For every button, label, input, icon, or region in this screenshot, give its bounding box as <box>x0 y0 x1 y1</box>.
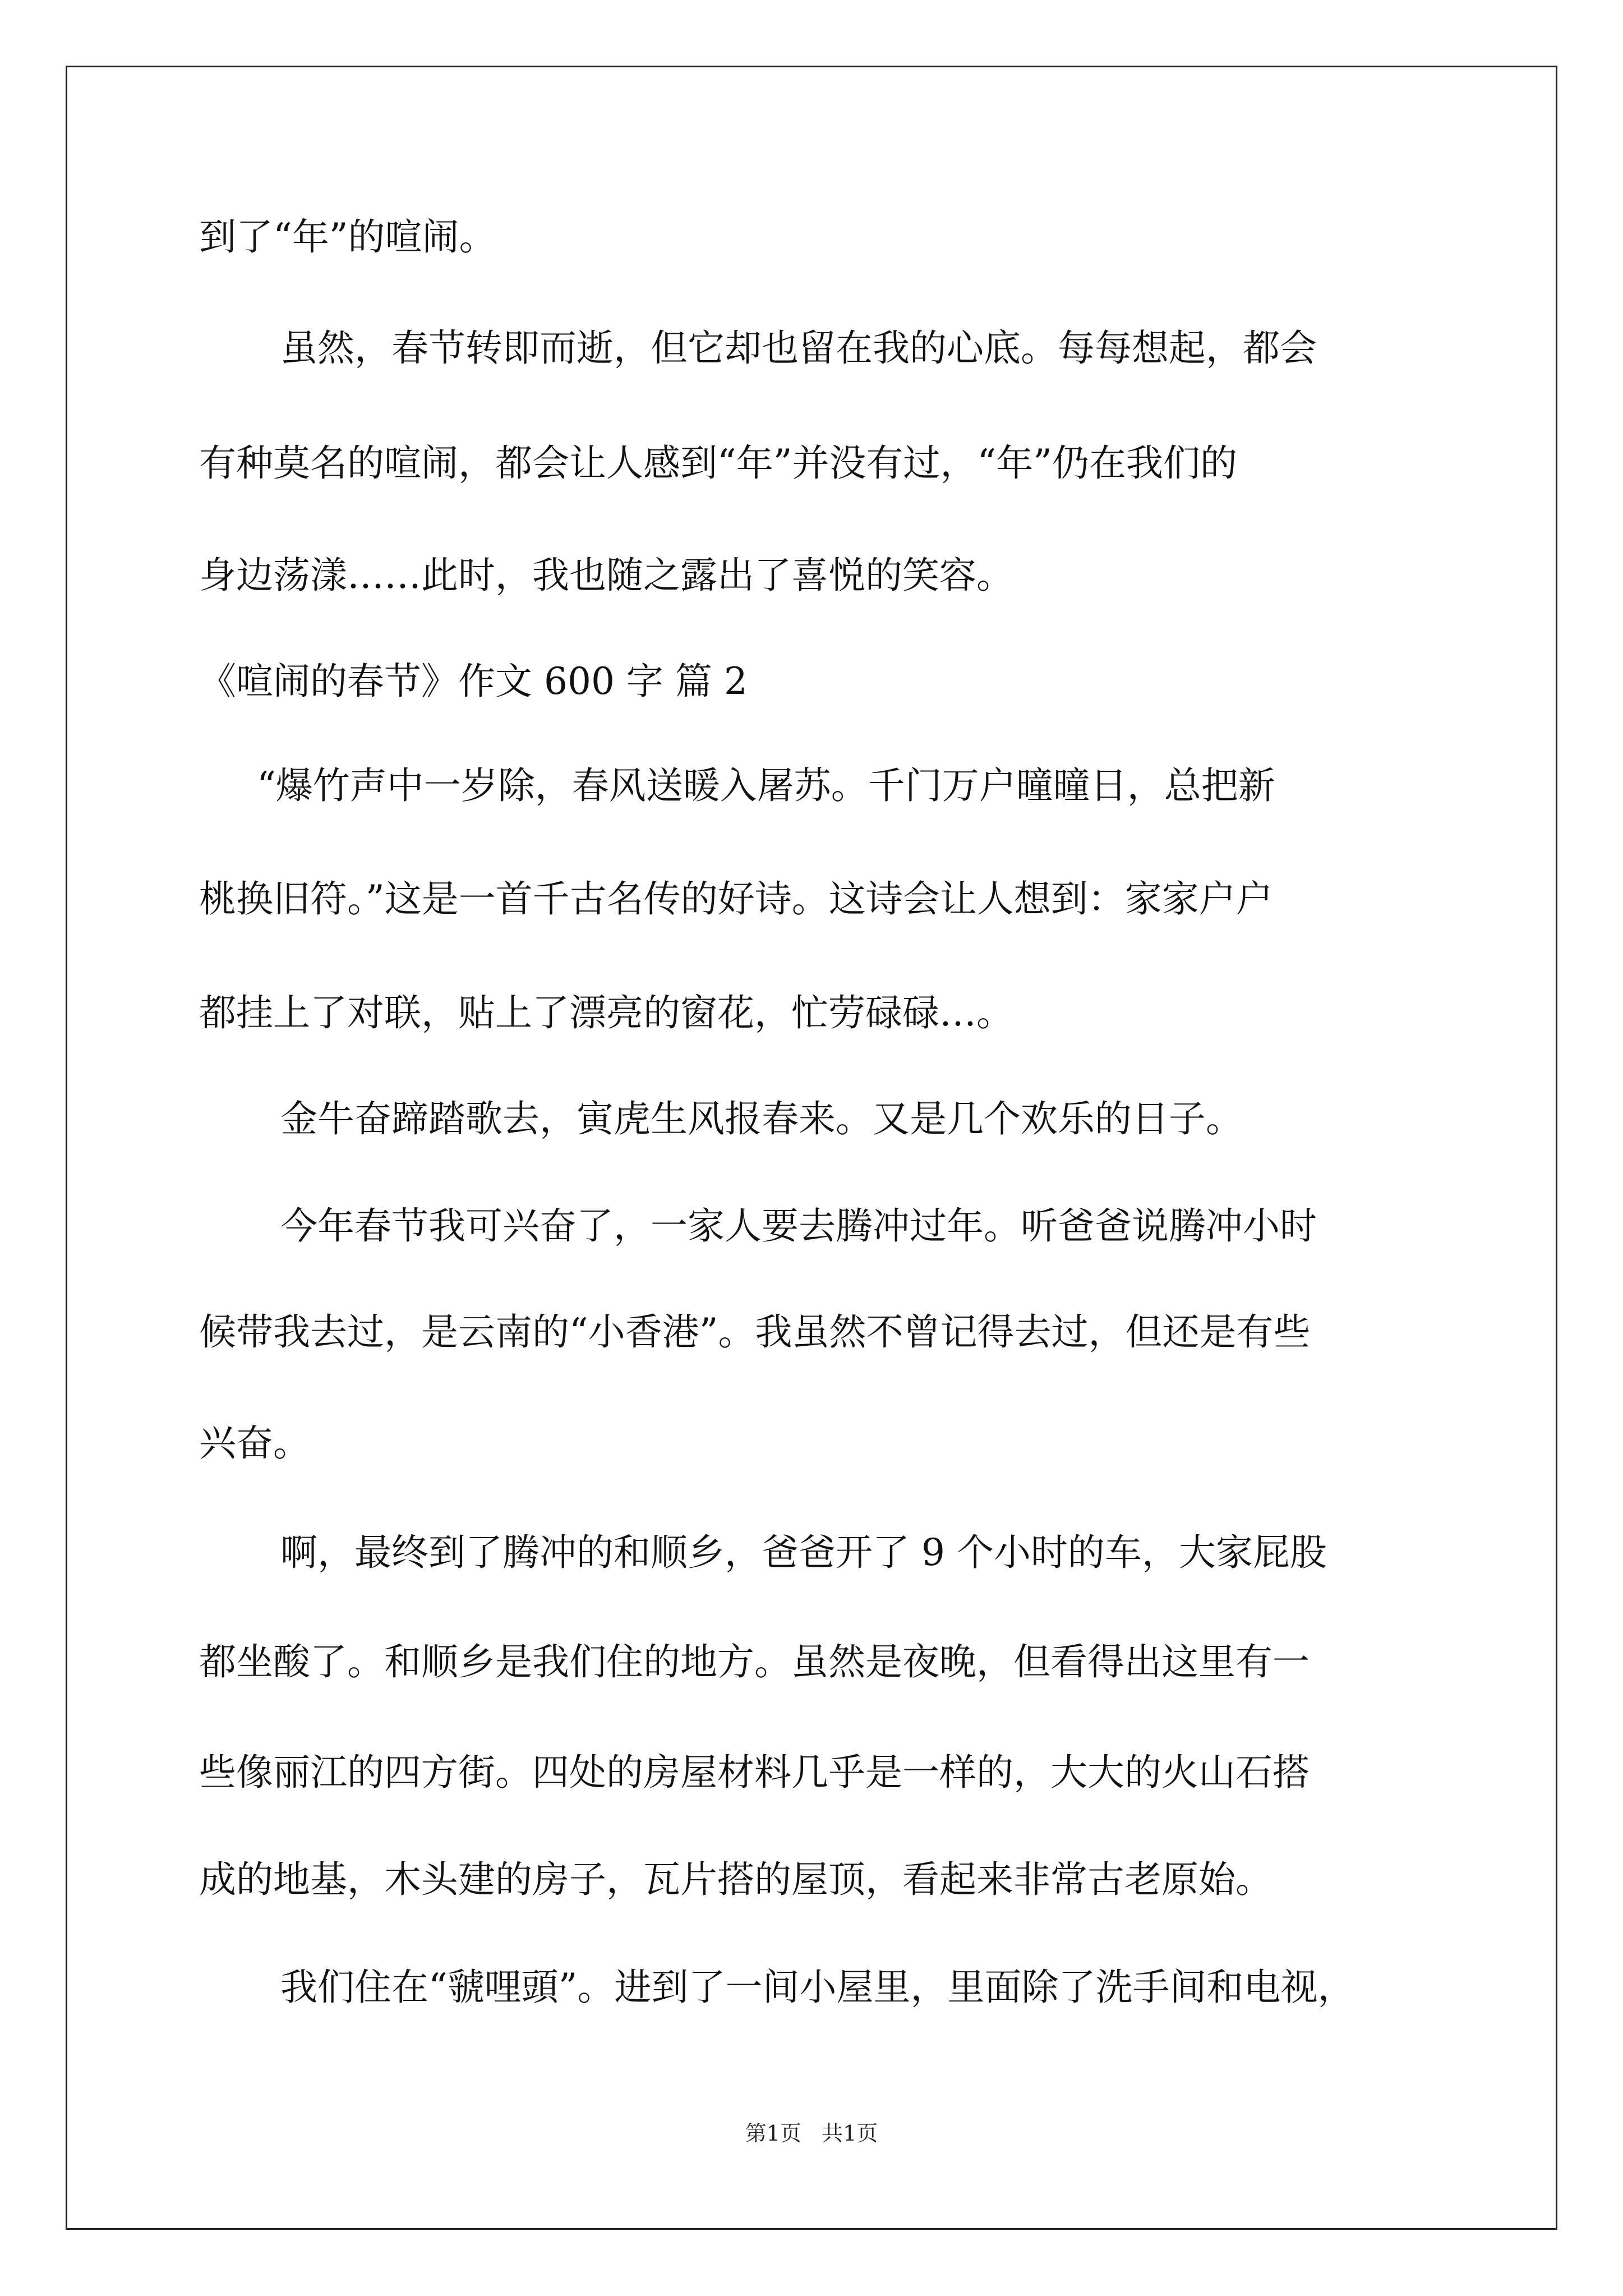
text-line: 些像丽江的四方街。四处的房屋材料几乎是一样的，大大的火山石搭 <box>199 1751 1310 1794</box>
text-line: 身边荡漾……此时，我也随之露出了喜悦的笑容。 <box>199 554 1013 597</box>
page-border <box>66 66 1557 2230</box>
text-line: 我们住在“虢哩頭”。进到了一间小屋里，里面除了洗手间和电视， <box>280 1966 1355 2009</box>
text-line: 兴奋。 <box>199 1421 310 1465</box>
text-line: 候带我去过，是云南的“小香港”。我虽然不曾记得去过，但还是有些 <box>199 1310 1311 1354</box>
text-line: 桃换旧符。”这是一首千古名传的好诗。这诗会让人想到：家家户户 <box>199 877 1273 921</box>
text-line: 都坐酸了。和顺乡是我们住的地方。虽然是夜晚，但看得出这里有一 <box>199 1640 1310 1683</box>
text-line: 金牛奋蹄踏歌去，寅虎生风报春来。又是几个欢乐的日子。 <box>280 1097 1243 1140</box>
text-line: 啊，最终到了腾冲的和顺乡，爸爸开了 9 个小时的车，大家屁股 <box>280 1531 1327 1574</box>
text-line: “爆竹声中一岁除，春风送暖入屠苏。千门万户曈曈日，总把新 <box>257 764 1275 807</box>
section-heading: 《喧闹的春节》作文 600 字 篇 2 <box>199 660 748 703</box>
text-line: 虽然，春节转即而逝，但它却也留在我的心底。每每想起，都会 <box>280 326 1317 370</box>
text-line: 成的地基，木头建的房子，瓦片搭的屋顶，看起来非常古老原始。 <box>199 1858 1272 1901</box>
text-line: 到了“年”的喧闹。 <box>199 215 496 259</box>
page-footer: 第1页 共1页 <box>745 2121 878 2146</box>
text-line: 有种莫名的喧闹，都会让人感到“年”并没有过，“年”仍在我们的 <box>199 441 1237 485</box>
text-line: 今年春节我可兴奋了，一家人要去腾冲过年。听爸爸说腾冲小时 <box>280 1204 1317 1248</box>
text-line: 都挂上了对联，贴上了漂亮的窗花，忙劳碌碌…。 <box>199 991 1013 1034</box>
